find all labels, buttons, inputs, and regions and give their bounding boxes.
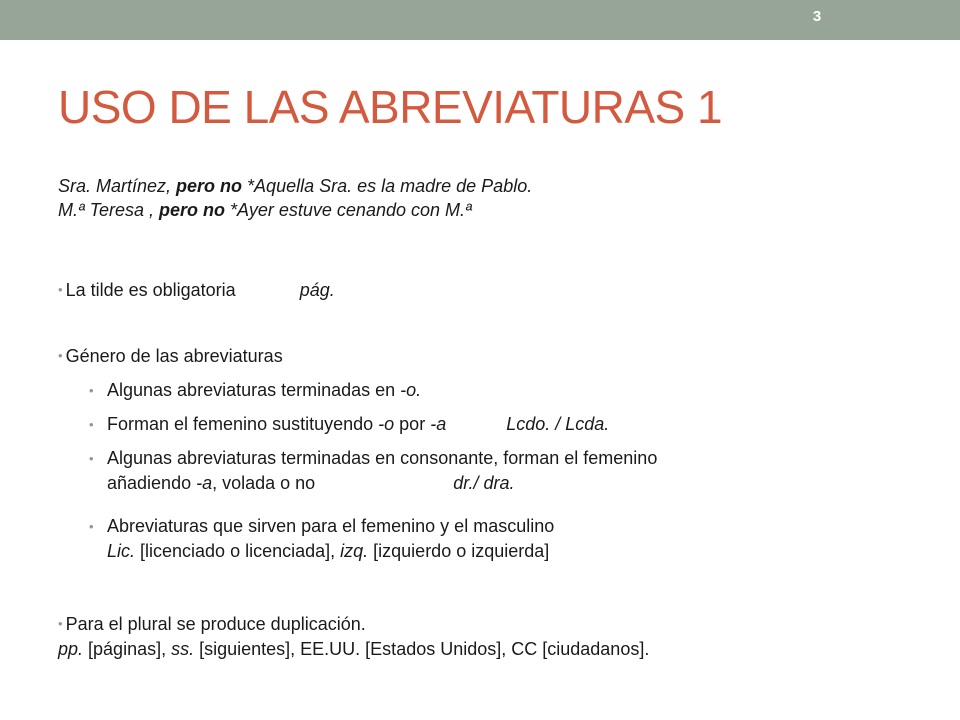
bullet-genero-heading: • Género de las abreviaturas (58, 346, 283, 366)
bullet-dot-icon: • (58, 348, 63, 363)
bullet-plural: • Para el plural se produce duplicación. (58, 614, 366, 634)
slide-title: USO DE LAS ABREVIATURAS 1 (58, 81, 723, 133)
slide-number: 3 (812, 8, 822, 25)
bullet-dot-icon: • (89, 451, 94, 466)
bullet-tilde: • La tilde es obligatoria pág. (58, 280, 335, 300)
plural-examples: pp. [páginas], ss. [siguientes], EE.UU. [Estados Unidos], CC [ciudadanos]. (58, 639, 650, 659)
bullet-dot-icon: • (89, 519, 94, 534)
sub-item-2: • Forman el femenino sustituyendo -o por -a Lcdo. / Lcda. (107, 412, 609, 437)
sub-item-4: • Abreviaturas que sirven para el femenino y el masculino Lic. [licenciado o licenciada], izq. [izquierdo o izquierda] (89, 516, 555, 561)
bullet-dot-icon: • (89, 383, 94, 398)
sub-item-3: • Algunas abreviaturas terminadas en consonante, forman el femenino añadiendo -a, volada o no dr./ dra. (89, 448, 658, 493)
bullet-dot-icon: • (58, 282, 63, 297)
intro-line-2: M.ª Teresa , pero no *Ayer estuve cenando con M.ª (58, 200, 472, 220)
bullet-dot-icon: • (58, 616, 63, 631)
intro-line-1: Sra. Martínez, pero no *Aquella Sra. es la madre de Pablo. (58, 176, 533, 196)
sub-item-1: • Algunas abreviaturas terminadas en -o. (107, 378, 421, 403)
bullet-dot-icon: • (89, 417, 94, 432)
